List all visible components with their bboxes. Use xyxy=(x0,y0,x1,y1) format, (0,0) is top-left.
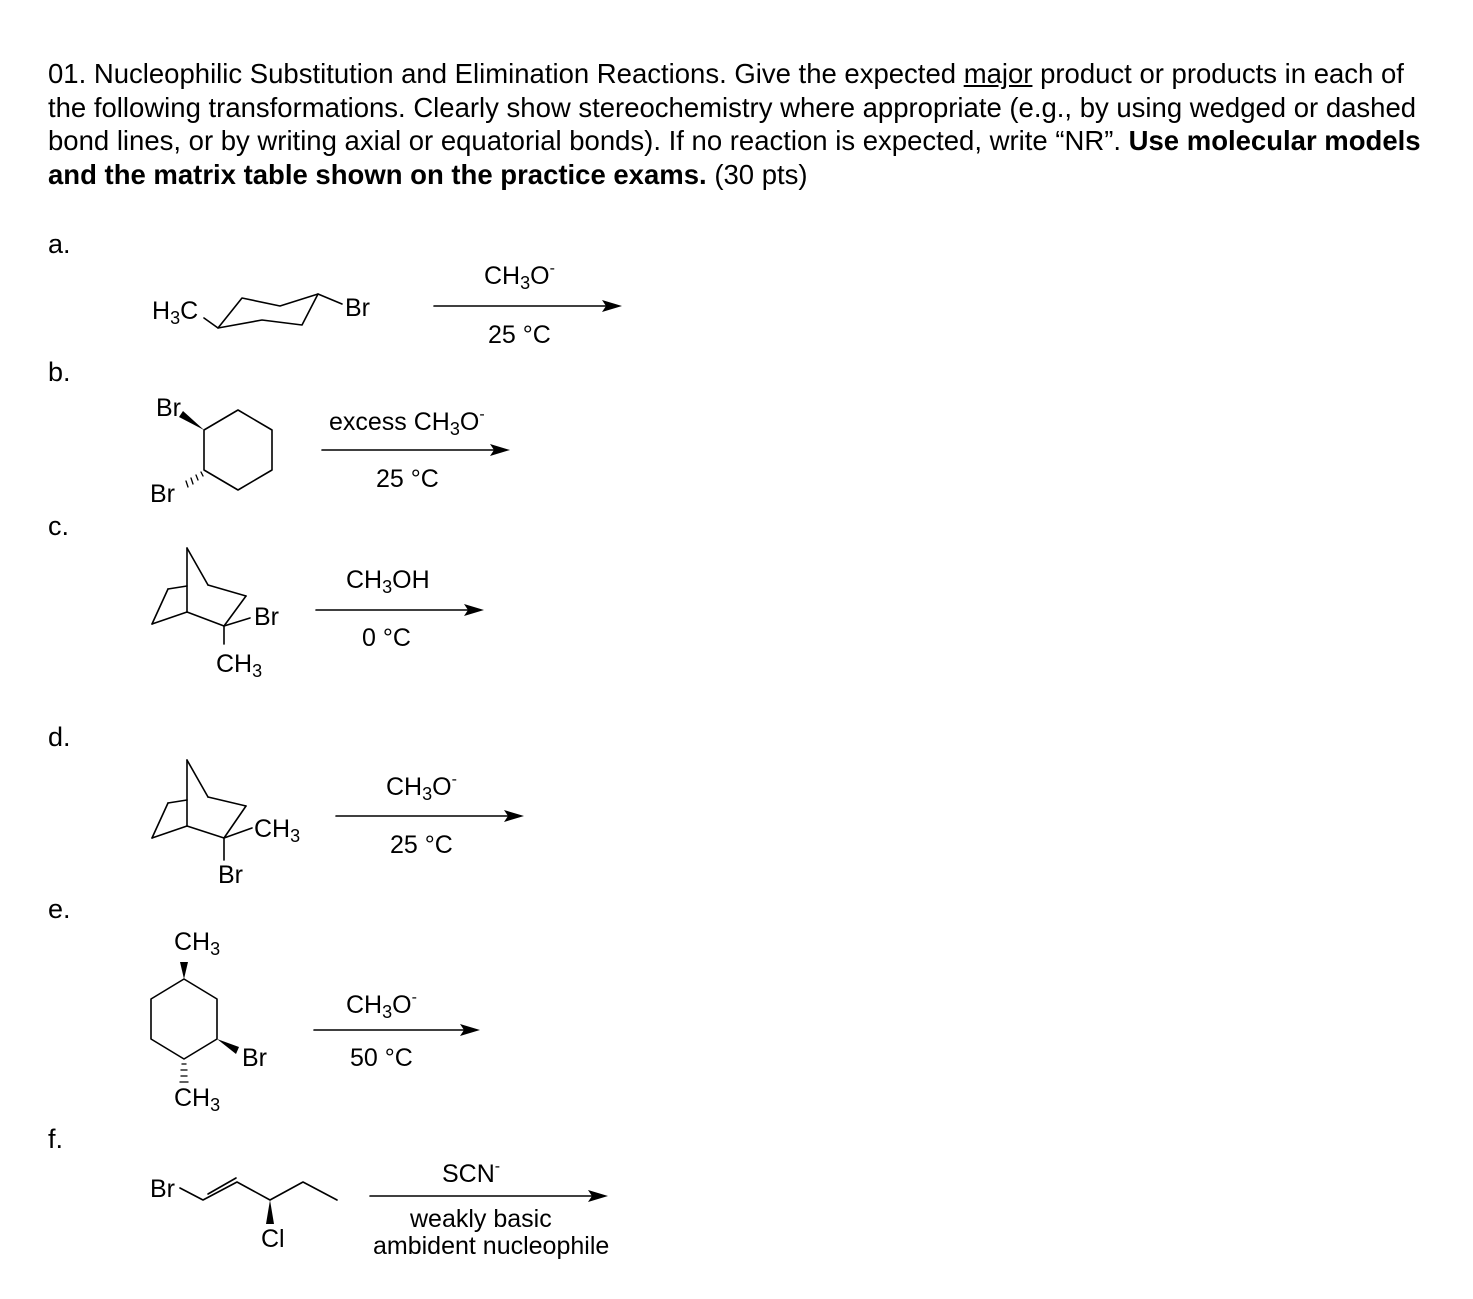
bold-instruction: Use molecular models and the matrix table shown on the practice exams. xyxy=(48,125,1421,190)
bromo-group-c: Br xyxy=(254,603,279,631)
cyclohexane-e xyxy=(151,962,239,1082)
bromo-dash-b: Br xyxy=(150,480,175,508)
problem-label-e: e. xyxy=(48,894,71,924)
major-emphasis: major xyxy=(963,58,1033,89)
alkyl-chain-f xyxy=(180,1178,337,1224)
bromo-wedge-e: Br xyxy=(242,1044,267,1072)
condition-f-line-2: ambident nucleophile xyxy=(373,1232,610,1260)
chair-cyclohexane-a xyxy=(204,294,342,328)
cyclohexane-b xyxy=(179,410,272,490)
reagent-f: SCN- xyxy=(442,1158,501,1188)
methyl-group-d: $CH_3$ xyxy=(254,815,301,846)
methyl-group-a: $H_3C$ xyxy=(152,297,199,328)
question-topic: Nucleophilic Substitution and Elimination Reactions. xyxy=(93,58,727,89)
methyl-dash-e: $CH_3$ xyxy=(174,1084,221,1115)
chloro-group-f: Cl xyxy=(261,1225,285,1253)
methyl-group-c: $CH_3$ xyxy=(216,650,263,681)
problem-label-c: c. xyxy=(48,511,70,541)
reagent-b: excess $CH_3O^-$ xyxy=(329,406,485,439)
reagent-c: $CH_3OH$ xyxy=(346,566,430,597)
question-number: 01. xyxy=(48,58,87,89)
bicyclic-d xyxy=(152,760,252,860)
problem-label-b: b. xyxy=(48,357,71,387)
bromo-group-f: Br xyxy=(150,1175,175,1203)
condition-f-line-1: weakly basic xyxy=(410,1205,552,1233)
reagent-d: $CH_3O^-$ xyxy=(386,771,457,804)
methyl-wedge-e: $CH_3$ xyxy=(174,928,221,959)
condition-d: 25 °C xyxy=(390,831,453,859)
bromo-group-a: Br xyxy=(345,294,370,322)
problem-label-d: d. xyxy=(48,722,71,752)
reagent-a: $CH_3O^-$ xyxy=(484,260,555,293)
question-body: product or products in each of the following transformations. Clearly show stereochemistry where appropriate (e.g., by using wedged or dashed bond lines, or by writing axial or equatorial bonds). If no reaction is expected, write “NR”. xyxy=(48,58,1417,156)
problem-label-a: a. xyxy=(48,229,71,259)
bromo-wedge-b: Br xyxy=(156,394,181,422)
condition-c: 0 °C xyxy=(362,624,411,652)
bromo-group-d: Br xyxy=(218,861,243,889)
question-lead: Give the expected xyxy=(734,58,957,89)
problem-label-f: f. xyxy=(48,1124,64,1154)
bicyclic-c xyxy=(152,548,250,644)
condition-a: 25 °C xyxy=(488,321,551,349)
condition-e: 50 °C xyxy=(350,1044,413,1072)
question-points: (30 pts) xyxy=(714,158,808,190)
condition-b: 25 °C xyxy=(376,465,439,493)
reagent-e: $CH_3O^-$ xyxy=(346,989,417,1022)
